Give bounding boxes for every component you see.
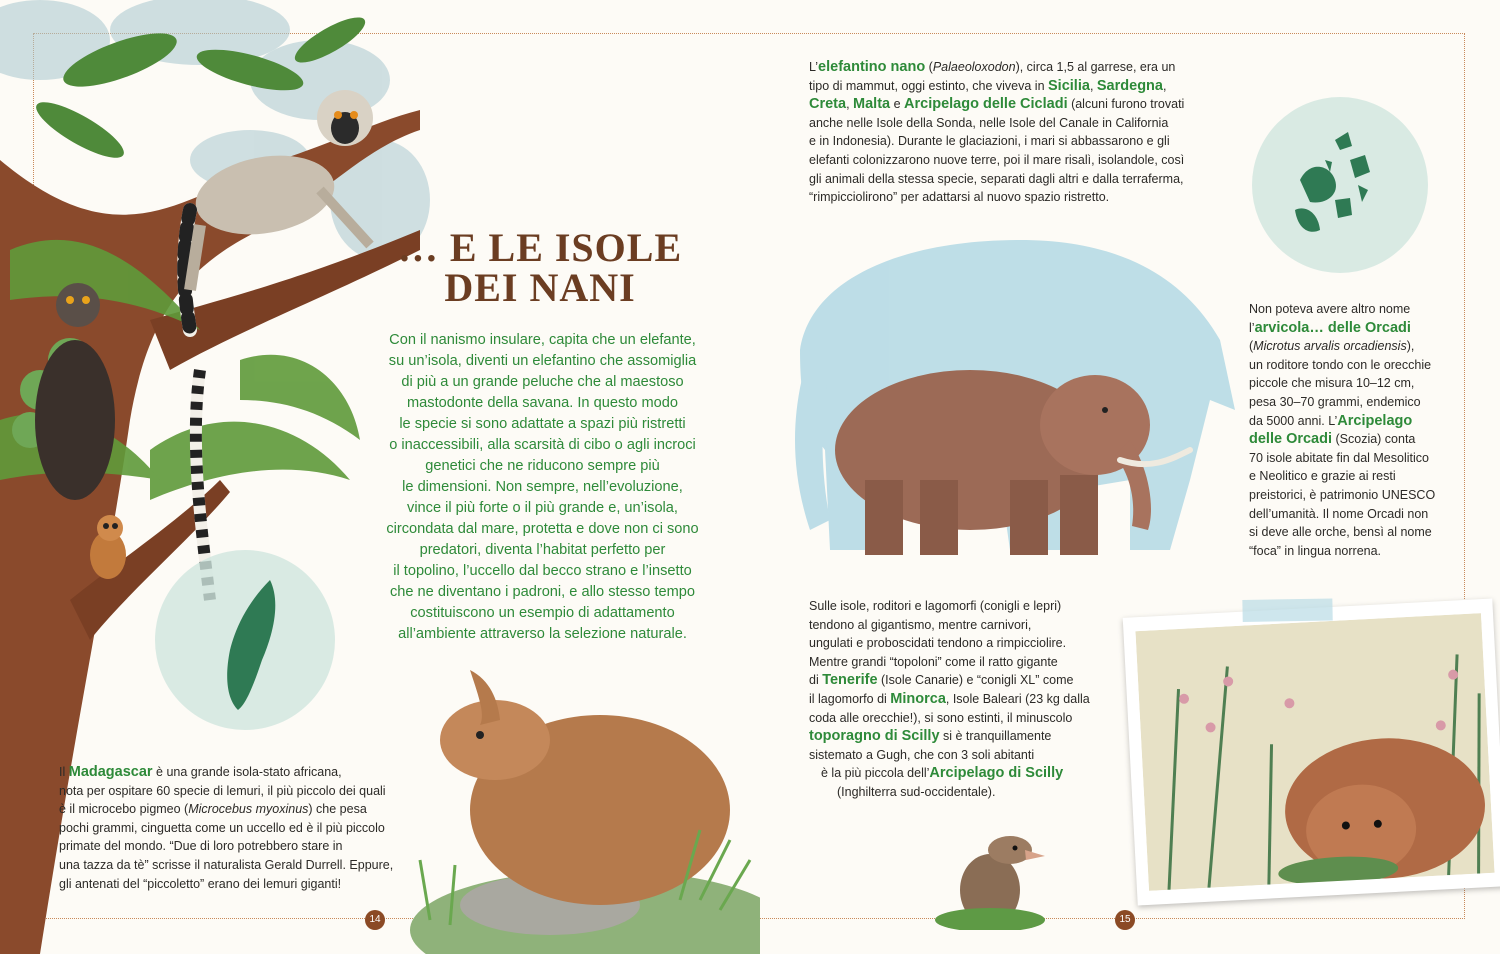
text: (Scozia) conta [1332,432,1416,447]
highlight-scilly: Arcipelago di Scilly [929,765,1064,782]
text-line: si deve alle orche, bensì al nome [1249,525,1432,540]
intro-line: vince il più forte o il più grande e, un’isola, [407,500,678,516]
highlight-arvicola: arvicola… delle Orcadi [1254,319,1411,336]
intro-line: genetici che ne riducono sempre più [425,458,660,474]
latin-name: Microtus arvalis orcadiensis [1253,339,1407,354]
text-line: 70 isole abitate fin dal Mesolitico [1249,450,1429,465]
page-number-left: 14 [365,910,385,930]
text-line: elefanti colonizzarono nuove terre, poi il mare risalì, isolandole, così [809,152,1185,167]
intro-line: le specie si sono adattate a spazi più ristretti [399,416,686,432]
page-title [395,225,685,310]
text: ), [1406,339,1415,354]
intro-paragraph [360,330,725,645]
intro-line: le dimensioni. Non sempre, nell’evoluzione, [402,479,683,495]
highlight-cicladi: Arcipelago delle Cicladi [904,96,1068,113]
text-line: coda alle orecchie!), si sono estinti, il minuscolo [809,710,1073,725]
text: L’ [809,60,819,74]
text-line: una tazza da tè” scrisse il naturalista Gerald Durrell. Eppure, [59,857,394,872]
text-line: nota per ospitare 60 specie di lemuri, il più piccolo dei quali [59,783,386,798]
text-line: pesa 30–70 grammi, endemico [1249,394,1421,409]
intro-line: Con il nanismo insulare, capita che un elefante, [389,332,696,348]
text-line: (Inghilterra sud-occidentale). [837,784,996,799]
highlight-creta: Creta [809,96,847,113]
text-line: dell’umanità. Il nome Orcadi non [1249,506,1429,521]
text: da 5000 anni. L’ [1249,413,1338,428]
title-line-2: DEI NANI [444,265,636,310]
text: tipo di mammut, oggi estinto, che viveva in [809,78,1049,93]
text: il lagomorfo di [809,691,891,706]
text: ) che pesa [308,802,367,817]
latin-name: Microcebus myoxinus [188,802,309,817]
page-number-right: 15 [1115,910,1135,930]
text-line: sistemato a Gugh, che con 3 soli abitanti [809,747,1035,762]
madagascar-paragraph [59,763,419,893]
orkney-paragraph [1249,300,1454,560]
intro-line: su un’isola, diventi un elefantino che assomiglia [388,353,697,369]
text: Il [59,765,69,779]
text-line: Mentre grandi “topoloni” come il ratto gigante [809,654,1058,669]
text: l’ [1249,320,1255,335]
text: (Isole Canarie) e “conigli XL” come [877,673,1074,688]
text-line: piccole che misura 10–12 cm, [1249,376,1415,391]
text-line: primate del mondo. “Due di loro potrebbero stare in [59,839,343,854]
highlight-elefantino-nano: elefantino nano [818,59,926,75]
text-line: tendono al gigantismo, mentre carnivori, [809,617,1032,632]
text: è il microcebo pigmeo ( [59,802,189,817]
orkney-vole-illustration [1135,613,1494,891]
intro-line: il topolino, l’uccello dal becco strano e l’insetto [393,563,692,579]
dwarf-elephant-illustration [770,230,1240,570]
elephant-paragraph [809,58,1229,207]
intro-line: mastodonte della savana. In questo modo [407,395,678,411]
highlight-malta: Malta [853,96,891,113]
text: ( [925,60,933,74]
orkney-map [1240,80,1440,290]
text-line: gli animali della stessa specie, separati dagli altri e dalla terraferma, [809,171,1184,186]
text: e [890,97,905,112]
scilly-shrew-illustration [930,820,1060,930]
text-line: un roditore tondo con le orecchie [1249,357,1432,372]
text: è una grande isola-stato africana, [152,765,342,779]
text-line: e Neolitico e grazie ai resti [1249,469,1396,484]
highlight-madagascar: Madagascar [68,764,153,780]
text: è la più piccola dell’ [821,766,930,781]
highlight-sicilia: Sicilia [1048,77,1090,94]
text: si è tranquillamente [939,729,1052,744]
text: , Isole Baleari (23 kg dalla [945,691,1090,706]
intro-line: all’ambiente attraverso la selezione naturale. [398,626,687,642]
text-line: preistorici, è patrimonio UNESCO [1249,487,1436,502]
title-line-1: … E LE ISOLE [397,225,683,270]
text: ( [1249,339,1254,354]
islands-paragraph [809,597,1119,802]
text: , [1089,78,1097,93]
text-line: Non poteva avere altro nome [1249,302,1411,316]
highlight-tenerife: Tenerife [822,672,878,689]
intro-line: o inaccessibili, alla scarsità di cibo o agli incroci [389,437,696,453]
highlight-arcipelago: Arcipelago [1337,412,1413,429]
highlight-sardegna: Sardegna [1096,77,1163,94]
text-line: gli antenati del “piccoletto” erano dei lemuri giganti! [59,876,342,891]
intro-line: di più a un grande peluche che al maestoso [401,374,684,390]
intro-line: che ne diventano i padroni, e allo stesso tempo [389,584,696,600]
tape-strip [1242,598,1332,622]
intro-line: costituiscono un esempio di adattamento [410,605,675,621]
text: , [1162,78,1167,93]
madagascar-map [155,550,335,730]
text-line: “foca” in lingua norrena. [1249,543,1382,558]
latin-name: Palaeoloxodon [932,60,1016,74]
text-line: “rimpicciolirono” per adattarsi al nuovo spazio ristretto. [809,190,1110,205]
text-line: ungulati e proboscidati tendono a rimpicciolire. [809,636,1067,651]
highlight-toporagno: toporagno di Scilly [809,728,940,745]
text: , [846,97,854,112]
highlight-minorca: Minorca [890,690,946,707]
highlight-delle-orcadi: delle Orcadi [1249,431,1333,448]
text: ), circa 1,5 al garrese, era un [1015,60,1176,74]
orkney-vole-photo [1123,599,1500,906]
text-line: pochi grammi, cinguetta come un uccello ed è il più piccolo [59,820,385,835]
text-line: anche nelle Isole della Sonda, nelle Isole del Canale in California [809,115,1169,130]
text: (alcuni furono trovati [1067,97,1185,112]
text-line: Sulle isole, roditori e lagomorfi (conigli e lepri) [809,599,1062,613]
giant-rabbit-illustration [400,640,760,954]
text: di [809,673,823,688]
text-line: e in Indonesia). Durante le glaciazioni, i mari si abbassarono e gli [809,134,1170,149]
intro-line: predatori, diventa l’habitat perfetto per [419,542,666,558]
intro-line: circondata dal mare, protetta e dove non ci sono [386,521,699,537]
